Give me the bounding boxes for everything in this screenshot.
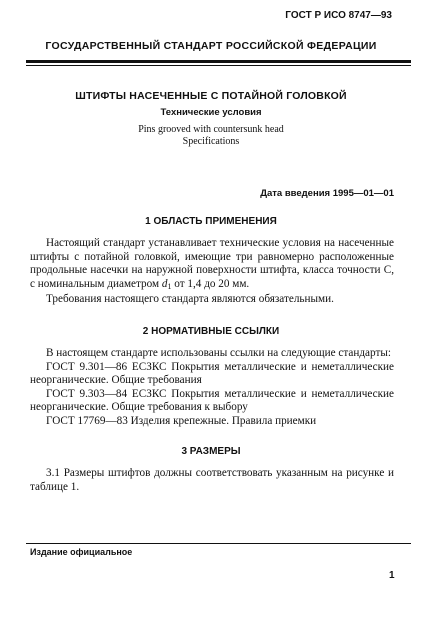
section-1-body (30, 237, 394, 307)
reference-gost-9-303: ГОСТ 9.303—84 ЕСЗКС Покрытия металлические и неметаллические неорганические. Общие требования к выбору (30, 387, 394, 413)
section-2-body (30, 347, 394, 428)
english-subtitle: Specifications (182, 136, 240, 147)
standard-code: ГОСТ Р ИСО 8747—93 (285, 10, 392, 21)
section-1-paragraph-1 (30, 237, 394, 293)
section-2-heading: 2 НОРМАТИВНЫЕ ССЫЛКИ (142, 326, 280, 337)
section-1-paragraph-1-text-b: от 1,4 до 20 мм. (171, 277, 250, 290)
page-mark: 1 (389, 570, 395, 581)
diameter-subscript: 1 (167, 281, 172, 291)
section-3-heading: 3 РАЗМЕРЫ (181, 446, 241, 457)
section-3-paragraph-1: 3.1 Размеры штифтов должны соответствовать указанным на рисунке и таблице 1. (30, 467, 394, 493)
introduction-date: Дата введения 1995—01—01 (260, 188, 394, 199)
section-3-body (30, 467, 394, 494)
footer-rule (26, 543, 411, 544)
section-1-paragraph-1-text-a: Настоящий стандарт устанавливает технические условия на насеченные штифты с потайной головкой, имеющие три равномерно расположенные продольные насечки на наружной поверхности штифта, класса точности С, с номинальным диаметром (30, 237, 394, 290)
document-subtitle: Технические условия (160, 107, 262, 118)
publication-label: Издание официальное (30, 547, 133, 557)
header-rule-thin (26, 65, 411, 66)
document-title: ШТИФТЫ НАСЕЧЕННЫЕ С ПОТАЙНОЙ ГОЛОВКОЙ (75, 90, 347, 102)
english-title: Pins grooved with countersunk head (138, 124, 284, 135)
diameter-variable: d (161, 277, 168, 290)
header-title: ГОСУДАРСТВЕННЫЙ СТАНДАРТ РОССИЙСКОЙ ФЕДЕРАЦИИ (45, 40, 377, 52)
reference-gost-17769: ГОСТ 17769—83 Изделия крепежные. Правила приемки (46, 414, 317, 427)
section-2-paragraph-1: В настоящем стандарте использованы ссылки на следующие стандарты: (46, 347, 391, 359)
section-1-paragraph-2: Требования настоящего стандарта являются обязательными. (46, 293, 334, 305)
section-1-heading: 1 ОБЛАСТЬ ПРИМЕНЕНИЯ (145, 216, 277, 227)
header-rule-thick (26, 60, 411, 63)
reference-gost-9-301: ГОСТ 9.301—86 ЕСЗКС Покрытия металлические и неметаллические неорганические. Общие требования (30, 360, 394, 386)
